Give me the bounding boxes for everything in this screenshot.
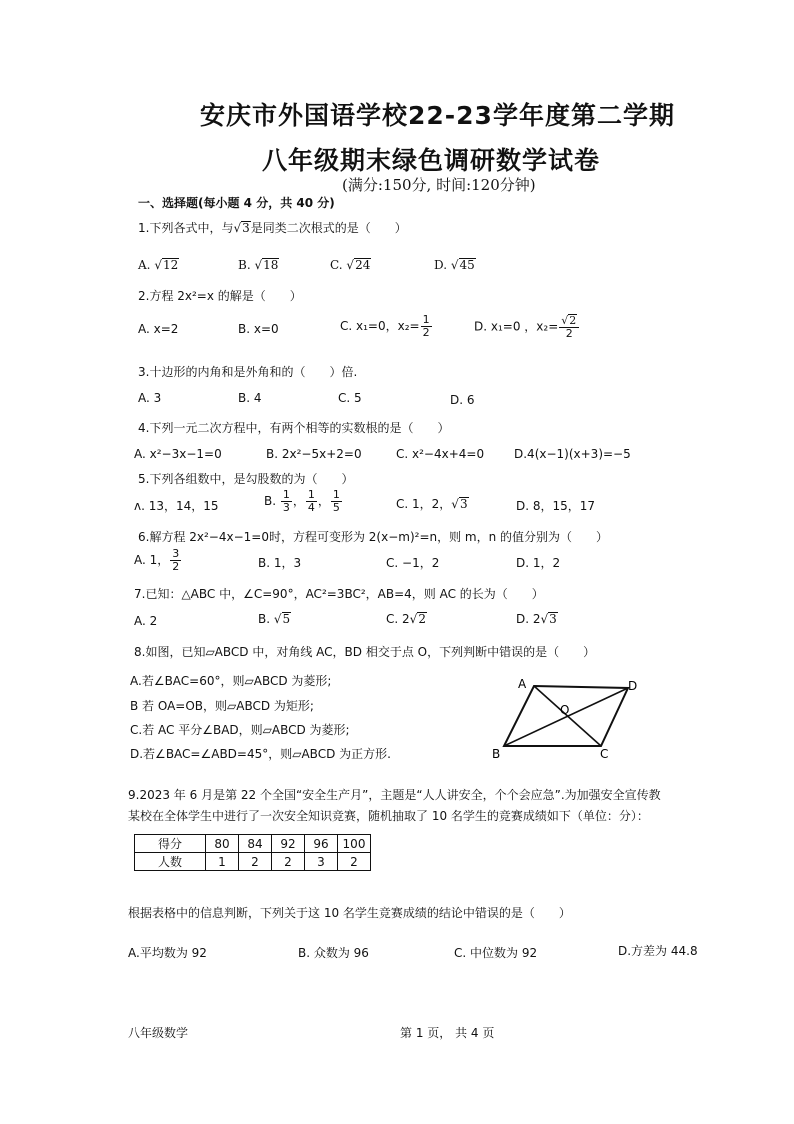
q7-option-c: C. 2√2 (386, 612, 426, 626)
table-cell: 2 (239, 853, 272, 871)
score-table (134, 834, 371, 871)
exam-title-line2: 八年级期末绿色调研数学试卷 (262, 146, 601, 175)
q7-b-radicand: 5 (282, 612, 291, 626)
label-c: C (600, 747, 609, 761)
q9-option-d: D.方差为 44.8 (618, 944, 698, 958)
q5-b-d2: 4 (307, 501, 315, 515)
question-4-stem: 4.下列一元二次方程中，有两个相等的实数根的是（ ） (138, 421, 450, 435)
q6-a-num: 3 (172, 547, 180, 560)
q2-d-den: 2 (565, 327, 573, 341)
table-cell: 2 (272, 853, 305, 871)
q1-radicand: 3 (242, 221, 250, 235)
q8-option-a: A.若∠BAC=60°，则▱ABCD 为菱形; (130, 674, 332, 688)
q2-c-pre: C. x₁=0，x₂= (340, 319, 420, 334)
q6-a-den: 2 (172, 560, 180, 574)
q2-option-b: B. x=0 (238, 322, 279, 336)
q1-stem-a: 1.下列各式中，与 (138, 221, 234, 235)
table-cell: 3 (305, 853, 338, 871)
q7-d-pre: D. 2 (516, 612, 541, 626)
q6-option-d: D. 1，2 (516, 556, 561, 570)
q9-option-a: A.平均数为 92 (128, 946, 207, 960)
question-2-stem: 2.方程 2x²=x 的解是（ ） (138, 289, 302, 303)
q1-c-label: C. (330, 258, 343, 272)
question-5-stem: 5.下列各组数中，是勾股数的为（ ） (138, 472, 354, 486)
label-d: D (628, 679, 638, 693)
q1-d-radicand: 45 (459, 258, 475, 272)
label-a: A (518, 677, 527, 691)
parallelogram-figure (488, 672, 648, 764)
q2-option-d: D. x₁=0 ，x₂= $\frac{√2}{2}$ (474, 314, 580, 340)
q8-option-d: D.若∠BAC=∠ABD=45°，则▱ABCD 为正方形. (130, 747, 391, 761)
q4-option-a: A. x²−3x−1=0 (134, 447, 222, 461)
question-9-line2: 某校在全体学生中进行了一次安全知识竞赛，随机抽取了 10 名学生的竞赛成绩如下（单位：分）： (128, 809, 649, 823)
q3-option-d: D. 6 (450, 393, 475, 407)
q7-option-d: D. 2√3 (516, 612, 557, 626)
q7-d-radicand: 3 (549, 612, 557, 626)
question-1-stem (138, 219, 407, 236)
q1-option-b: B. √18 (238, 258, 279, 272)
q3-option-c: C. 5 (338, 391, 362, 405)
q4-option-c: C. x²−4x+4=0 (396, 447, 485, 461)
q1-a-label: A. (138, 258, 151, 272)
table-cell: 2 (338, 853, 371, 871)
section-title: 一、选择题(每小题 4 分，共 40 分) (138, 196, 335, 210)
table-cell: 100 (338, 835, 371, 853)
q1-option-c: C. √24 (330, 258, 371, 272)
q9-option-b: B. 众数为 96 (298, 946, 369, 960)
q7-c-pre: C. 2 (386, 612, 410, 626)
q1-sqrt: √3 (233, 221, 250, 235)
q5-c-pre: C. 1，2， (396, 497, 452, 511)
exam-subtitle: (满分:150分, 时间:120分钟) (342, 176, 536, 194)
q5-option-d: D. 8，15，17 (516, 499, 596, 513)
label-o: O (560, 703, 570, 717)
q8-option-b: B 若 OA=OB，则▱ABCD 为矩形; (130, 699, 314, 713)
q7-option-b: B. √5 (258, 612, 291, 626)
table-row-scores (135, 835, 371, 853)
q6-option-b: B. 1，3 (258, 556, 302, 570)
diagonal-bd (504, 688, 628, 746)
q1-option-a: A. √12 (138, 258, 179, 272)
exam-title-line1: 安庆市外国语学校22-23学年度第二学期 (200, 101, 675, 130)
q1-b-label: B. (238, 258, 251, 272)
q5-c-radicand: 3 (459, 497, 468, 511)
q5-b-n2: 1 (307, 488, 315, 501)
question-8-stem: 8.如图，已知▱ABCD 中，对角线 AC，BD 相交于点 O，下列判断中错误的是（ ） (134, 645, 596, 659)
table-head-score: 得分 (135, 835, 206, 853)
q3-option-b: B. 4 (238, 391, 262, 405)
question-6-stem: 6.解方程 2x²−4x−1=0时，方程可变形为 2(x−m)²=n，则 m，n 的值分别为（ ） (138, 530, 609, 544)
q9-option-c: C. 中位数为 92 (454, 946, 538, 960)
q5-option-b: B. $\frac{1}{3}$ ， $\frac{1}{4}$ ， $\frac{1}{5}$ (264, 488, 340, 515)
question-7-stem: 7.已知：△ABC 中，∠C=90°，AC²=3BC²，AB=4，则 AC 的长为（ ） (134, 587, 544, 601)
footer-page-number: 第 1 页， 共 4 页 (400, 1026, 495, 1040)
q1-stem-b: 是同类二次根式的是（ ） (250, 221, 407, 235)
q5-b-label: B. (264, 494, 277, 509)
q7-option-a: A. 2 (134, 614, 158, 628)
q4-option-b: B. 2x²−5x+2=0 (266, 447, 362, 461)
q1-d-label: D. (434, 258, 448, 272)
q7-b-label: B. (258, 612, 271, 626)
q8-option-c: C.若 AC 平分∠BAD，则▱ABCD 为菱形; (130, 723, 350, 737)
q3-option-a: A. 3 (138, 391, 162, 405)
question-3-stem: 3.十边形的内角和是外角和的（ ）倍. (138, 365, 358, 379)
q5-option-c: C. 1，2，√3 (396, 497, 468, 511)
q6-option-c: C. −1，2 (386, 556, 440, 570)
q2-option-a: A. x=2 (138, 322, 179, 336)
q2-c-den: 2 (422, 326, 430, 340)
footer-subject: 八年级数学 (128, 1026, 189, 1040)
q4-option-d: D.4(x−1)(x+3)=−5 (514, 447, 631, 461)
q5-b-d1: 3 (282, 501, 290, 515)
q1-c-radicand: 24 (355, 258, 371, 272)
table-head-count: 人数 (135, 853, 206, 871)
q2-c-num: 1 (422, 313, 430, 326)
q7-c-radicand: 2 (418, 612, 426, 626)
q2-d-pre: D. x₁=0 ，x₂= (474, 319, 559, 334)
q5-b-d3: 5 (332, 501, 340, 515)
table-row-counts (135, 853, 371, 871)
table-cell: 84 (239, 835, 272, 853)
q1-option-d: D. √45 (434, 258, 475, 272)
table-cell: 1 (206, 853, 239, 871)
q6-a-pre: A. 1， (134, 553, 170, 568)
q5-b-n3: 1 (332, 488, 340, 501)
table-cell: 92 (272, 835, 305, 853)
q5-option-a: ʌ. 13，14，15 (134, 499, 219, 513)
q1-a-radicand: 12 (162, 258, 179, 272)
label-b: B (492, 747, 501, 761)
question-9-stem: 根据表格中的信息判断，下列关于这 10 名学生竞赛成绩的结论中错误的是（ ） (128, 906, 571, 920)
q2-option-c (340, 314, 433, 339)
table-cell: 80 (206, 835, 239, 853)
q6-option-a (134, 548, 182, 573)
q5-b-n1: 1 (282, 488, 290, 501)
table-cell: 96 (305, 835, 338, 853)
question-9-line1: 9.2023 年 6 月是第 22 个全国“安全生产月”，主题是“人人讲安全，个个会应急”.为加强安全宣传教 (128, 788, 661, 802)
q1-b-radicand: 18 (263, 258, 279, 272)
q2-d-num-radicand: 2 (569, 314, 577, 327)
